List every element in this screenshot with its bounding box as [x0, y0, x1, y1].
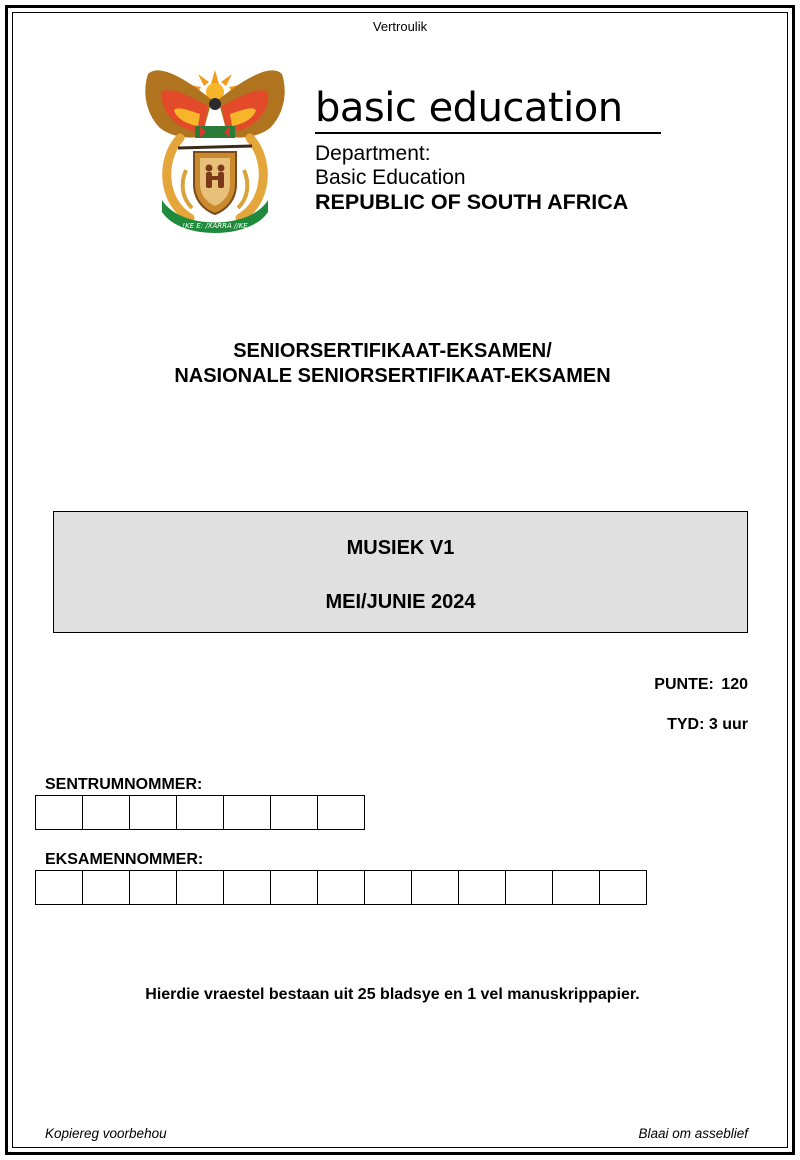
exam-number-cell[interactable]: [83, 870, 130, 905]
subject-box: [53, 511, 748, 633]
exam-time: TYD: 3 uur: [667, 716, 748, 733]
centre-number-cell[interactable]: [318, 795, 365, 830]
exam-number-cell[interactable]: [36, 870, 83, 905]
turn-over-notice: Blaai om asseblief: [638, 1126, 748, 1141]
centre-number-cell[interactable]: [36, 795, 83, 830]
centre-number-cell[interactable]: [224, 795, 271, 830]
exam-number-cell[interactable]: [459, 870, 506, 905]
exam-title-line-1: SENIORSERTIFIKAAT-EKSAMEN/: [233, 340, 552, 362]
centre-number-cell[interactable]: [271, 795, 318, 830]
exam-number-cell[interactable]: [412, 870, 459, 905]
exam-number-cell[interactable]: [318, 870, 365, 905]
centre-number-boxes: [35, 795, 365, 830]
centre-number-cell[interactable]: [177, 795, 224, 830]
exam-title: [0, 339, 785, 389]
exam-number-cell[interactable]: [506, 870, 553, 905]
exam-number-cell[interactable]: [365, 870, 412, 905]
country-name: REPUBLIC OF SOUTH AFRICA: [315, 190, 629, 214]
motto-text: !KE E: /XARRA //KE: [182, 222, 248, 230]
exam-number-label: EKSAMENNOMMER:: [45, 851, 204, 868]
brand-name: basic education: [315, 86, 661, 134]
exam-title-line-2: NASIONALE SENIORSERTIFIKAAT-EKSAMEN: [174, 365, 611, 387]
total-marks: PUNTE: 120: [654, 676, 748, 693]
centre-number-label: SENTRUMNOMMER:: [45, 776, 203, 793]
department-line-1: Department:: [315, 142, 431, 165]
page-count-note: Hierdie vraestel bestaan uit 25 bladsye en 1 vel manuskrippapier.: [145, 986, 640, 1003]
exam-number-cell[interactable]: [600, 870, 647, 905]
centre-number-cell[interactable]: [83, 795, 130, 830]
exam-number-boxes: [35, 870, 647, 905]
coat-of-arms-logo: [140, 52, 290, 234]
department-brand: [315, 86, 665, 214]
department-line-2: Basic Education: [315, 166, 466, 189]
confidential-label: Vertroulik: [372, 19, 428, 34]
exam-number-cell[interactable]: [130, 870, 177, 905]
copyright-notice: Kopiereg voorbehou: [45, 1126, 167, 1141]
exam-number-cell[interactable]: [271, 870, 318, 905]
subject-name: MUSIEK V1: [346, 537, 455, 559]
exam-session: MEI/JUNIE 2024: [325, 591, 476, 613]
exam-number-cell[interactable]: [224, 870, 271, 905]
exam-number-cell[interactable]: [177, 870, 224, 905]
centre-number-cell[interactable]: [130, 795, 177, 830]
exam-number-cell[interactable]: [553, 870, 600, 905]
